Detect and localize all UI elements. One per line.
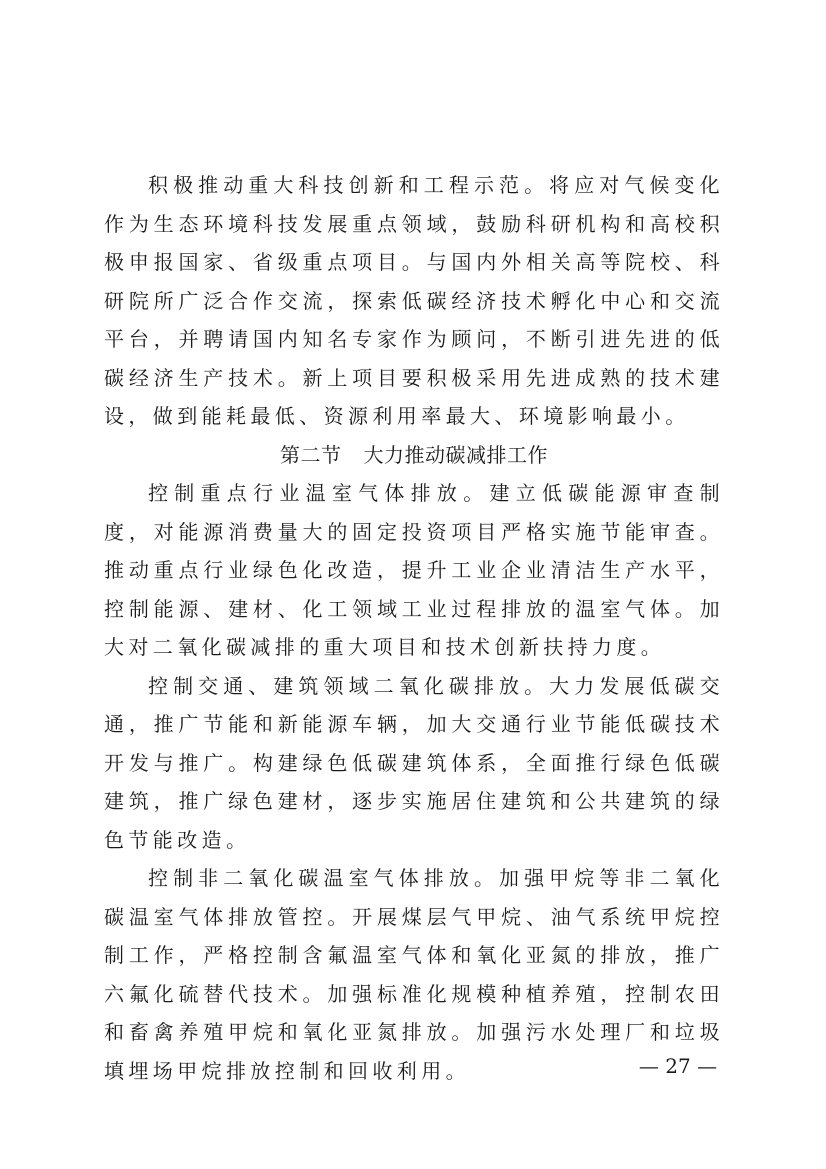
document-body [104,166,724,1090]
paragraph-industry-emissions: 控制重点行业温室气体排放。建立低碳能源审查制度，对能源消费量大的固定投资项目严格实施节能审查。推动重点行业绿色化改造，提升工业企业清洁生产水平，控制能源、建材、化工领域工业过程排放的温室气体。加大对二氧化碳减排的重大项目和技术创新扶持力度。 [104,481,724,659]
paragraph-non-co2: 控制非二氧化碳温室气体排放。加强甲烷等非二氧化碳温室气体排放管控。开展煤层气甲烷、油气系统甲烷控制工作，严格控制含氟温室气体和氧化亚氮的排放，推广六氟化硫替代技术。加强标准化规模种植养殖，控制农田和畜禽养殖甲烷和氧化亚氮排放。加强污水处理厂和垃圾填埋场甲烷排放控制和回收利用。 [104,866,724,1083]
section-number: 第二节 [280,442,342,467]
section-title: 大力推动碳减排工作 [363,442,548,467]
paragraph-tech-innovation: 积极推动重大科技创新和工程示范。将应对气候变化作为生态环境科技发展重点领域，鼓励科研机构和高校积极申报国家、省级重点项目。与国内外相关高等院校、科研院所广泛合作交流，探索低碳经济技术孵化中心和交流平台，并聘请国内知名专家作为顾问，不断引进先进的低碳经济生产技术。新上项目要积极采用先进成熟的技术建设，做到能耗最低、资源利用率最大、环境影响最小。 [104,173,724,428]
page-number: — 27 — [638,1054,718,1078]
section-heading [104,436,724,475]
paragraph-transport-building: 控制交通、建筑领域二氧化碳排放。大力发展低碳交通，推广节能和新能源车辆，加大交通行业节能低碳技术开发与推广。构建绿色低碳建筑体系，全面推行绿色低碳建筑，推广绿色建材，逐步实施居住建筑和公共建筑的绿色节能改造。 [104,673,724,852]
